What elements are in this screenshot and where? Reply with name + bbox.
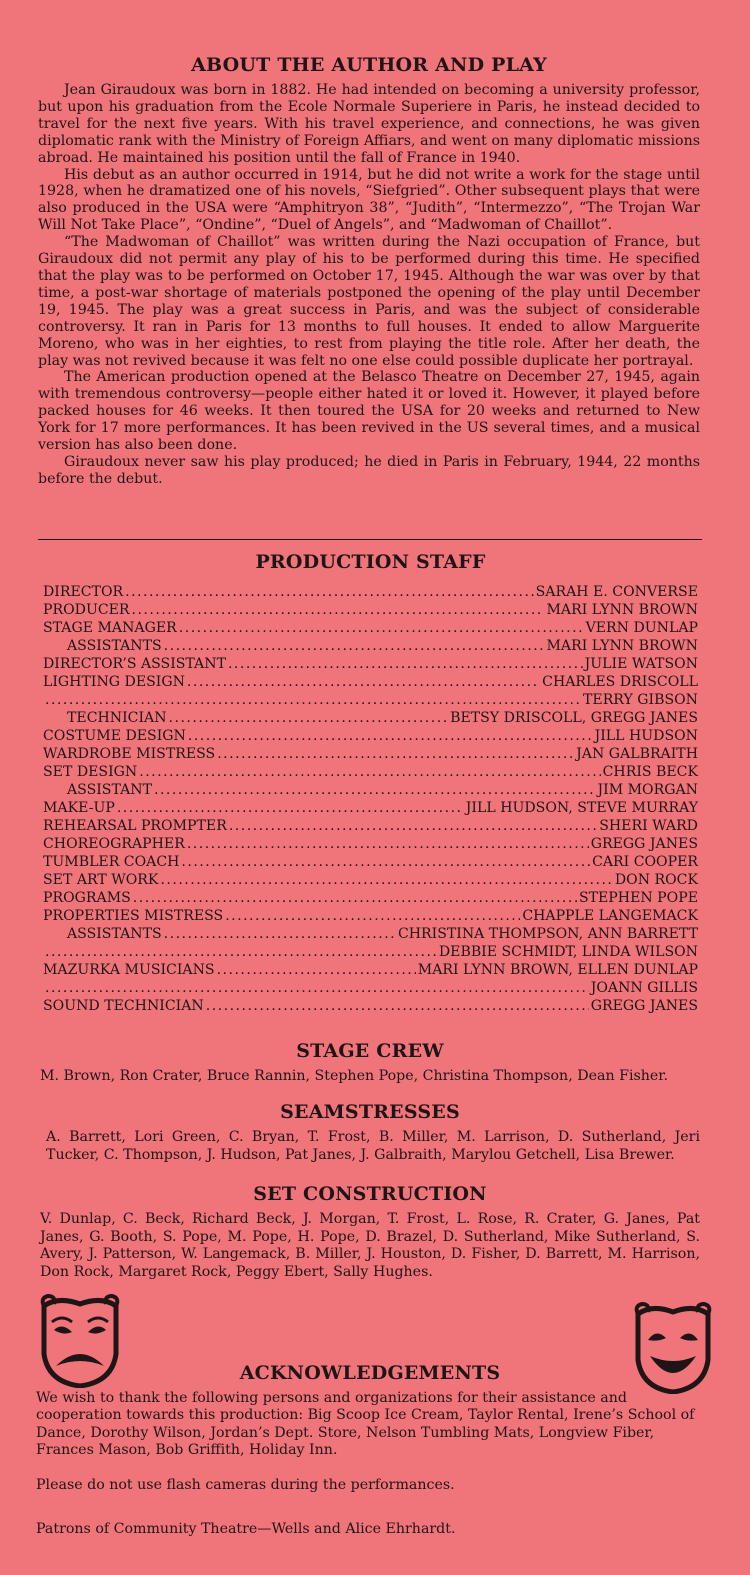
staff-role: SET DESIGN xyxy=(43,764,138,780)
staff-role: SOUND TECHNICIAN xyxy=(43,998,204,1014)
staff-row xyxy=(43,889,698,907)
staff-name: CHARLES DRISCOLL xyxy=(542,674,698,690)
leader-dots xyxy=(206,997,589,1015)
staff-name: SARAH E. CONVERSE xyxy=(535,584,698,600)
leader-dots xyxy=(181,853,590,871)
staff-name: MARI LYNN BROWN, ELLEN DUNLAP xyxy=(417,962,698,978)
seamstresses-names: A. Barrett, Lori Green, C. Bryan, T. Frost, B. Miller, M. Larrison, D. Sutherland, Jeri Tucker, C. Thompson, J. Hudson, Pat Janes, J. Galbraith, Marylou Getchell, Lisa Brewer. xyxy=(46,1129,700,1163)
staff-name: MARI LYNN BROWN xyxy=(546,638,698,654)
staff-name: CHAPPLE LANGEMACK xyxy=(522,908,698,924)
staff-role: MAKE-UP xyxy=(43,800,115,816)
staff-name: STEPHEN POPE xyxy=(578,890,698,906)
staff-row xyxy=(43,727,698,745)
stage-crew-names: M. Brown, Ron Crater, Bruce Rannin, Stephen Pope, Christina Thompson, Dean Fisher. xyxy=(40,1068,669,1084)
staff-name: SHERI WARD xyxy=(599,818,698,834)
staff-role: DIRECTOR’S ASSISTANT xyxy=(43,656,226,672)
about-paragraph: His debut as an author occurred in 1914, but he did not write a work for the stage until 1928, when he dramatized one of his novels, “Siefgried”. Other subsequent plays that were also produced in the USA were “Amphitryon 38”, “Judith”, “Intermezzo”, “The Trojan War Will Not Take Place”, “Ondine”, “Duel of Angels”, and “Madwoman of Chaillot”. xyxy=(38,166,700,234)
leader-dots xyxy=(154,781,595,799)
acknowledgements-heading: ACKNOWLEDGEMENTS xyxy=(239,1362,501,1384)
staff-role: WARDROBE MISTRESS xyxy=(43,746,216,762)
staff-name: VERN DUNLAP xyxy=(585,620,698,636)
staff-row xyxy=(43,691,698,709)
staff-name: MARI LYNN BROWN xyxy=(546,602,698,618)
leader-dots xyxy=(45,943,437,961)
staff-row xyxy=(43,583,698,601)
leader-dots xyxy=(133,889,577,907)
about-section xyxy=(38,54,700,488)
leader-dots xyxy=(228,655,583,673)
about-paragraph: The American production opened at the Belasco Theatre on December 27, 1945, again with tremendous controversy—people either hated it or loved it. However, it played before packed houses for 46 weeks. It then toured the USA for 20 weeks and returned to New York for 17 more performances. It has been revived in the US several times, and a musical version has also been done. xyxy=(38,369,700,454)
staff-heading: PRODUCTION STAFF xyxy=(255,551,486,573)
set-construction-section xyxy=(40,1183,700,1281)
leader-dots xyxy=(187,673,540,691)
acknowledgements-text: We wish to thank the following persons and organizations for their assistance and cooperation towards this production: Big Scoop Ice Cream, Taylor Rental, Irene’s School of Dance, Dorothy Wilson, Jordan’s Dept. Store, Nelson Tumbling Mats, Longview Fiber, Frances Mason, Bob Griffith, Holiday Inn. xyxy=(36,1390,695,1458)
staff-row xyxy=(43,997,698,1015)
acknowledgements-section xyxy=(36,1362,704,1494)
staff-role: ASSISTANTS xyxy=(67,926,162,942)
about-heading: ABOUT THE AUTHOR AND PLAY xyxy=(191,54,547,76)
staff-name: CHRISTINA THOMPSON, ANN BARRETT xyxy=(397,926,698,942)
patrons-line: Patrons of Community Theatre—Wells and Alice Ehrhardt. xyxy=(36,1521,456,1537)
staff-row xyxy=(43,799,698,817)
staff-row xyxy=(43,835,698,853)
leader-dots xyxy=(164,925,396,943)
staff-row xyxy=(43,979,698,997)
leader-dots xyxy=(164,637,545,655)
leader-dots xyxy=(169,709,449,727)
staff-role: PROPERTIES MISTRESS xyxy=(43,908,224,924)
staff-name: JULIE WATSON xyxy=(584,656,698,672)
staff-role: PRODUCER xyxy=(43,602,130,618)
staff-row xyxy=(43,943,698,961)
staff-role: CHOREOGRAPHER xyxy=(43,836,185,852)
about-paragraph: Jean Giraudoux was born in 1882. He had intended on becoming a university professor, but upon his graduation from the Ecole Normale Superiere in Paris, he instead decided to travel for the next five years. With his travel experience, and connections, he was given diplomatic rank with the Ministry of Foreign Affiars, and went on many diplomatic missions abroad. He maintained his position until the fall of France in 1940. xyxy=(38,82,700,166)
staff-row xyxy=(43,763,698,781)
leader-dots xyxy=(187,835,589,853)
leader-dots xyxy=(160,871,612,889)
leader-dots xyxy=(117,799,464,817)
seamstresses-section xyxy=(40,1101,700,1164)
staff-row xyxy=(43,871,698,889)
staff-row xyxy=(43,619,698,637)
staff-role: ASSISTANTS xyxy=(67,638,162,654)
staff-name: GREGG JANES xyxy=(590,998,698,1014)
staff-role: STAGE MANAGER xyxy=(43,620,177,636)
leader-dots xyxy=(188,727,593,745)
staff-name: CHRIS BECK xyxy=(602,764,698,780)
staff-row xyxy=(43,781,698,799)
leader-dots xyxy=(217,745,574,763)
leader-dots xyxy=(45,691,581,709)
stage-crew-section xyxy=(40,1040,700,1086)
staff-row xyxy=(43,637,698,655)
stage-crew-heading: STAGE CREW xyxy=(296,1040,444,1062)
leader-dots xyxy=(217,961,416,979)
flash-notice: Please do not use flash cameras during the performances. xyxy=(36,1477,455,1494)
staff-role: ASSISTANT xyxy=(67,782,153,798)
leader-dots xyxy=(179,619,584,637)
leader-dots xyxy=(132,601,545,619)
staff-row xyxy=(43,745,698,763)
staff-list xyxy=(43,583,698,1015)
staff-name: JIM MORGAN xyxy=(597,782,698,798)
staff-name: TERRY GIBSON xyxy=(583,692,698,708)
production-staff-section xyxy=(43,551,698,1015)
set-construction-names: V. Dunlap, C. Beck, Richard Beck, J. Morgan, T. Frost, L. Rose, R. Crater, G. Janes, Pat Janes, G. Booth, S. Pope, M. Pope, H. Pope, D. Brazel, D. Sutherland, Mike Sutherland, S. Avery, J. Patterson, W. Langemack, B. Miller, J. Houston, D. Fisher, D. Barrett, M. Harrison, Don Rock, Margaret Rock, Peggy Ebert, Sally Hughes. xyxy=(40,1211,700,1280)
staff-name: JOANN GILLIS xyxy=(590,980,698,996)
staff-row xyxy=(43,817,698,835)
leader-dots xyxy=(125,583,534,601)
staff-row xyxy=(43,655,698,673)
seamstresses-heading: SEAMSTRESSES xyxy=(280,1101,460,1123)
staff-role: TUMBLER COACH xyxy=(43,854,180,870)
staff-row xyxy=(43,853,698,871)
staff-name: BETSY DRISCOLL, GREGG JANES xyxy=(450,710,698,726)
staff-row xyxy=(43,925,698,943)
staff-row xyxy=(43,709,698,727)
staff-name: DEBBIE SCHMIDT, LINDA WILSON xyxy=(438,944,698,960)
section-divider xyxy=(38,539,702,540)
about-paragraph: Giraudoux never saw his play produced; he died in Paris in February, 1944, 22 months before the debut. xyxy=(38,453,700,487)
staff-role: TECHNICIAN xyxy=(67,710,167,726)
staff-name: JAN GALBRAITH xyxy=(576,746,698,762)
staff-name: DON ROCK xyxy=(614,872,698,888)
staff-name: JILL HUDSON xyxy=(594,728,698,744)
staff-name: GREGG JANES xyxy=(590,836,698,852)
staff-role: REHEARSAL PROMPTER xyxy=(43,818,227,834)
staff-role: SET ART WORK xyxy=(43,872,159,888)
leader-dots xyxy=(45,979,589,997)
leader-dots xyxy=(139,763,600,781)
staff-row xyxy=(43,673,698,691)
staff-role: LIGHTING DESIGN xyxy=(43,674,185,690)
set-construction-heading: SET CONSTRUCTION xyxy=(253,1183,487,1205)
staff-role: MAZURKA MUSICIANS xyxy=(43,962,215,978)
staff-name: JILL HUDSON, STEVE MURRAY xyxy=(465,800,698,816)
staff-row xyxy=(43,601,698,619)
staff-row xyxy=(43,961,698,979)
leader-dots xyxy=(225,907,520,925)
staff-role: PROGRAMS xyxy=(43,890,131,906)
about-paragraph: “The Madwoman of Chaillot” was written during the Nazi occupation of France, but Giraudoux did not permit any play of his to be performed during this time. He specified that the play was to be performed on October 17, 1945. Although the war was over by that time, a post-war shortage of materials postponed the opening of the play until December 19, 1945. The play was a great success in Paris, and was the subject of considerable controversy. It ran in Paris for 13 months to full houses. It ended to allow Marguerite Moreno, who was in her eighties, to rest from playing the title role. After her death, the play was not revived because it was felt no one else could possible duplicate her portrayal. xyxy=(38,234,700,369)
staff-name: CARI COOPER xyxy=(592,854,698,870)
staff-role: DIRECTOR xyxy=(43,584,124,600)
staff-row xyxy=(43,907,698,925)
staff-role: COSTUME DESIGN xyxy=(43,728,186,744)
leader-dots xyxy=(229,817,597,835)
